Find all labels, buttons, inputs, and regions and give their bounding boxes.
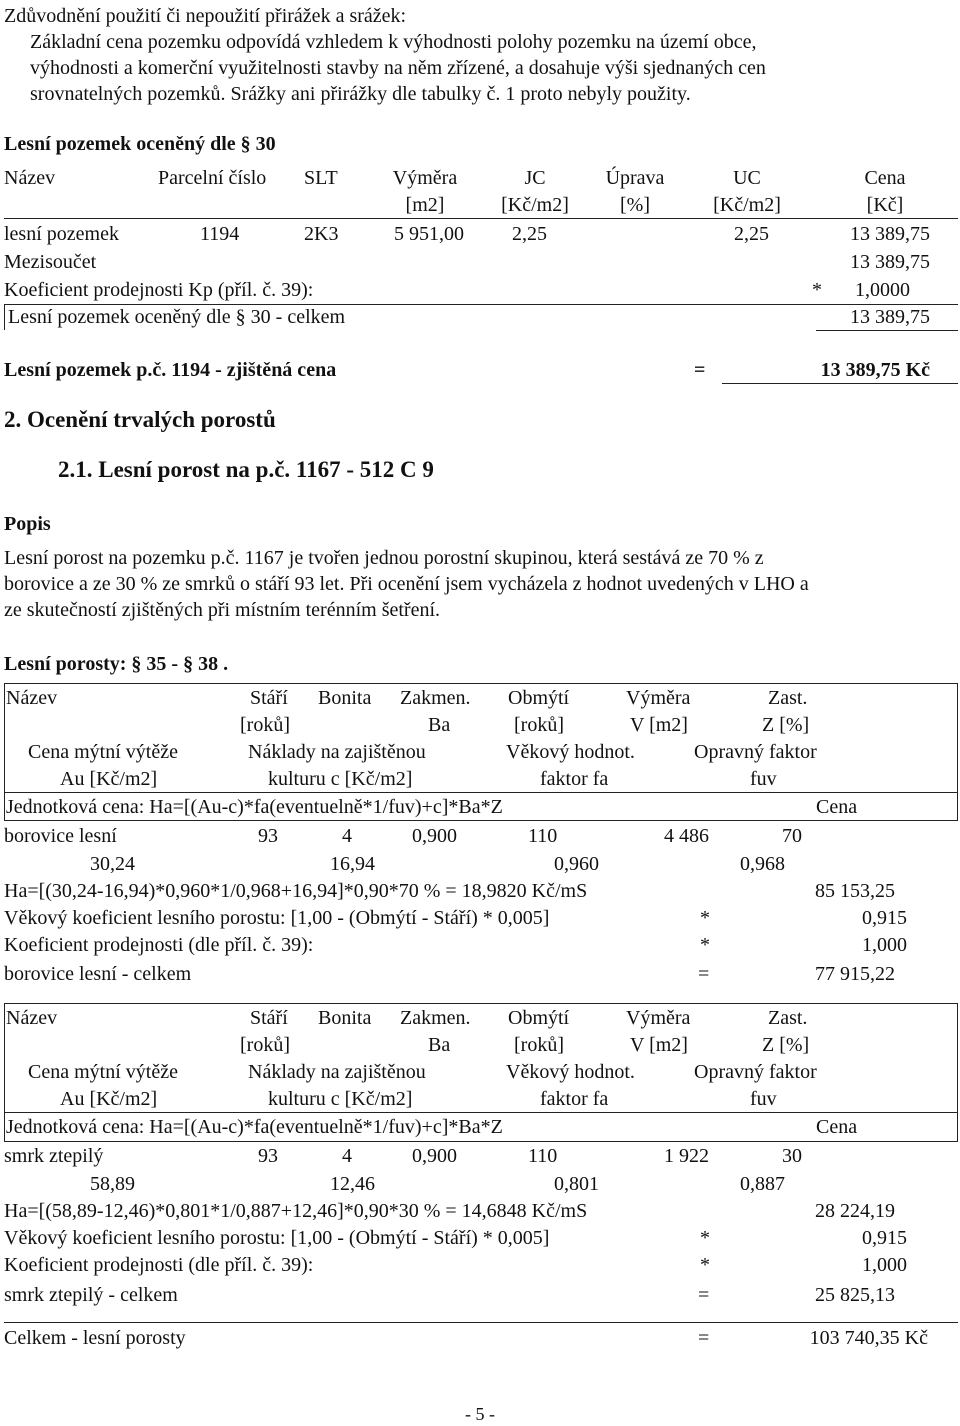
reason-line-3: srovnatelných pozemků. Srážky ani přirážky dle tabulky č. 1 proto nebyly použity. (30, 83, 691, 105)
pine-header-age-unit: [roků] (240, 714, 290, 736)
forest-stands-title: Lesní porosty: § 35 - § 38 . (4, 653, 229, 675)
reason-line-2: výhodnosti a komerční využitelnosti stavby na něm zřízené, a dosahuje výši sjednaných cen (30, 57, 766, 79)
grand-total-value: 103 740,35 Kč (809, 1327, 928, 1349)
pine-header-correction-unit: fuv (750, 768, 777, 790)
spruce-header-harvest-value: Cena mýtní výtěže (28, 1061, 178, 1083)
spruce-calculation-value: 28 224,19 (815, 1200, 895, 1222)
pine-header-stocking-unit: Ba (428, 714, 451, 736)
spruce-total-value: 25 825,13 (815, 1284, 895, 1306)
spruce-header-costs: Náklady na zajištěnou (248, 1061, 426, 1083)
pine-table-top-rule (4, 683, 958, 684)
spruce-header-share-unit: Z [%] (762, 1034, 810, 1056)
col-header-uc-unit: [Kč/m2] (713, 194, 781, 216)
col-header-jc-unit: [Kč/m2] (501, 194, 569, 216)
spruce-age-coef-value: 0,915 (862, 1227, 907, 1249)
spruce-header-bottom-rule (4, 1141, 958, 1142)
spruce-header-rotation: Obmýtí (508, 1007, 570, 1029)
spruce-area: 1 922 (664, 1145, 709, 1167)
spruce-stocking: 0,900 (412, 1145, 457, 1167)
pine-bonita: 4 (342, 825, 352, 847)
total-underline (816, 330, 958, 331)
col-header-slt: SLT (304, 167, 338, 189)
spruce-rotation: 110 (528, 1145, 558, 1167)
subtotal-label: Mezisoučet (4, 251, 97, 273)
land-row-uc: 2,25 (734, 223, 769, 245)
kp-coefficient-label: Koeficient prodejnosti Kp (příl. č. 39): (4, 279, 314, 301)
reason-heading: Zdůvodnění použití či nepoužití přirážek a srážek: (4, 5, 407, 27)
grand-total-label: Celkem - lesní porosty (4, 1327, 186, 1349)
determined-price-equals: = (694, 359, 706, 381)
land-row-name: lesní pozemek (4, 223, 119, 245)
pine-header-price: Cena (816, 796, 858, 818)
spruce-header-stocking-unit: Ba (428, 1034, 451, 1056)
pine-header-harvest-value: Cena mýtní výtěže (28, 741, 178, 763)
section-2-title: 2. Ocenění trvalých porostů (4, 407, 276, 432)
spruce-header-age-factor-unit: faktor fa (540, 1088, 609, 1110)
land-row-area: 5 951,00 (394, 223, 464, 245)
spruce-header-area-unit: V [m2] (630, 1034, 688, 1056)
description-heading: Popis (4, 513, 51, 535)
pine-header-share-unit: Z [%] (762, 714, 810, 736)
pine-header-age-factor: Věkový hodnot. (506, 741, 635, 763)
page-number: - 5 - (465, 1404, 495, 1424)
pine-age-coef-value: 0,915 (862, 907, 907, 929)
spruce-share: 30 (782, 1145, 802, 1167)
pine-header-formula: Jednotková cena: Ha=[(Au-c)*fa(eventuelně*1/fuv)+c]*Ba*Z (6, 796, 503, 818)
kp-coefficient-operator: * (812, 279, 822, 301)
spruce-table-left-rule (4, 1003, 5, 1141)
pine-header-costs-unit: kulturu c [Kč/m2] (268, 768, 413, 790)
land-row-parcel: 1194 (200, 223, 240, 245)
pine-total-label: borovice lesní - celkem (4, 963, 192, 985)
land-row-price: 13 389,75 (850, 223, 930, 245)
spruce-header-correction: Opravný faktor (694, 1061, 817, 1083)
pine-stocking: 0,900 (412, 825, 457, 847)
land-row-slt: 2K3 (304, 223, 339, 245)
spruce-header-correction-unit: fuv (750, 1088, 777, 1110)
pine-header-harvest-value-unit: Au [Kč/m2] (60, 768, 158, 790)
spruce-header-age-factor: Věkový hodnot. (506, 1061, 635, 1083)
spruce-harvest-value: 58,89 (90, 1173, 135, 1195)
total-left-rule (4, 304, 5, 330)
description-line-3: ze skutečností zjištěných při místním terénním šetření. (4, 599, 441, 621)
section-2-1-title: 2.1. Lesní porost na p.č. 1167 - 512 C 9 (58, 457, 434, 482)
determined-price-underline (722, 383, 958, 384)
col-header-area-unit: [m2] (405, 194, 445, 216)
kp-coefficient-value: 1,0000 (855, 279, 910, 301)
spruce-sale-coef-label: Koeficient prodejnosti (dle příl. č. 39): (4, 1254, 314, 1276)
col-header-adjustment: Úprava (605, 167, 665, 189)
pine-age: 93 (258, 825, 278, 847)
pine-share: 70 (782, 825, 802, 847)
pine-header-costs: Náklady na zajištěnou (248, 741, 426, 763)
header-divider (4, 218, 958, 219)
col-header-uc: UC (733, 167, 761, 189)
grand-total-equals: = (698, 1327, 710, 1349)
spruce-table-top-rule (4, 1003, 958, 1004)
forest-land-title: Lesní pozemek oceněný dle § 30 (4, 133, 276, 155)
description-line-1: Lesní porost na pozemku p.č. 1167 je tvořen jednou porostní skupinou, která sestává ze 70 % z (4, 547, 764, 569)
spruce-name: smrk ztepilý (4, 1145, 104, 1167)
reason-line-1: Základní cena pozemku odpovídá vzhledem k výhodnosti polohy pozemku na území obce, (30, 31, 757, 53)
spruce-header-age: Stáří (250, 1007, 288, 1029)
spruce-costs: 12,46 (330, 1173, 375, 1195)
spruce-age-coef-operator: * (700, 1227, 710, 1249)
subtotal-value: 13 389,75 (850, 251, 930, 273)
spruce-header-price: Cena (816, 1116, 858, 1138)
spruce-header-harvest-value-unit: Au [Kč/m2] (60, 1088, 158, 1110)
pine-header-bonita: Bonita (318, 687, 372, 709)
spruce-header-costs-unit: kulturu c [Kč/m2] (268, 1088, 413, 1110)
grand-total-rule (4, 1322, 958, 1323)
determined-price-label: Lesní pozemek p.č. 1194 - zjištěná cena (4, 359, 337, 381)
spruce-total-equals: = (698, 1284, 710, 1306)
spruce-sale-coef-operator: * (700, 1254, 710, 1276)
spruce-header-rotation-unit: [roků] (514, 1034, 564, 1056)
pine-header-rotation: Obmýtí (508, 687, 570, 709)
pine-header-age: Stáří (250, 687, 288, 709)
spruce-total-label: smrk ztepilý - celkem (4, 1284, 178, 1306)
spruce-header-stocking: Zakmen. (400, 1007, 471, 1029)
forest-land-total-label: Lesní pozemek oceněný dle § 30 - celkem (8, 306, 346, 328)
pine-header-share: Zast. (768, 687, 808, 709)
pine-header-area: Výměra (626, 687, 691, 709)
spruce-sale-coef-value: 1,000 (862, 1254, 907, 1276)
col-header-name: Název (4, 167, 56, 189)
col-header-price-unit: [Kč] (866, 194, 904, 216)
pine-table-left-rule (4, 683, 5, 820)
pine-rotation: 110 (528, 825, 558, 847)
spruce-table-right-rule (957, 1003, 958, 1141)
pine-header-correction: Opravný faktor (694, 741, 817, 763)
pine-sale-coef-operator: * (700, 934, 710, 956)
description-line-2: borovice a ze 30 % ze smrků o stáří 93 let. Při ocenění jsem vycházela z hodnot uvedených v LHO a (4, 573, 809, 595)
spruce-header-share: Zast. (768, 1007, 808, 1029)
spruce-age-coef-label: Věkový koeficient lesního porostu: [1,00 - (Obmýtí - Stáří) * 0,005] (4, 1227, 550, 1249)
col-header-price: Cena (864, 167, 906, 189)
spruce-calculation: Ha=[(58,89-12,46)*0,801*1/0,887+12,46]*0,90*30 % = 14,6848 Kč/mS (4, 1200, 588, 1222)
pine-header-age-factor-unit: faktor fa (540, 768, 609, 790)
pine-total-value: 77 915,22 (815, 963, 895, 985)
pine-costs: 16,94 (330, 853, 375, 875)
pine-name: borovice lesní (4, 825, 117, 847)
pine-header-area-unit: V [m2] (630, 714, 688, 736)
spruce-age-factor: 0,801 (554, 1173, 599, 1195)
determined-price-value: 13 389,75 Kč (820, 359, 930, 381)
pine-header-stocking: Zakmen. (400, 687, 471, 709)
pine-total-equals: = (698, 963, 710, 985)
pine-age-coef-operator: * (700, 907, 710, 929)
col-header-parcel: Parcelní číslo (158, 167, 267, 189)
spruce-bonita: 4 (342, 1145, 352, 1167)
spruce-header-formula: Jednotková cena: Ha=[(Au-c)*fa(eventuelně*1/fuv)+c]*Ba*Z (6, 1116, 503, 1138)
land-row-jc: 2,25 (512, 223, 547, 245)
spruce-header-name: Název (6, 1007, 58, 1029)
pine-header-name: Název (6, 687, 58, 709)
pine-age-factor: 0,960 (554, 853, 599, 875)
pine-table-right-rule (957, 683, 958, 820)
spruce-header-area: Výměra (626, 1007, 691, 1029)
col-header-adjustment-unit: [%] (620, 194, 650, 216)
col-header-area: Výměra (392, 167, 458, 189)
spruce-header-mid-rule (4, 1112, 958, 1113)
pine-calculation: Ha=[(30,24-16,94)*0,960*1/0,968+16,94]*0,90*70 % = 18,9820 Kč/mS (4, 880, 588, 902)
pine-sale-coef-value: 1,000 (862, 934, 907, 956)
spruce-header-age-unit: [roků] (240, 1034, 290, 1056)
pine-header-bottom-rule (4, 820, 958, 821)
pine-sale-coef-label: Koeficient prodejnosti (dle příl. č. 39): (4, 934, 314, 956)
pine-correction: 0,968 (740, 853, 785, 875)
forest-land-total-value: 13 389,75 (850, 306, 930, 328)
spruce-correction: 0,887 (740, 1173, 785, 1195)
pine-harvest-value: 30,24 (90, 853, 135, 875)
pine-age-coef-label: Věkový koeficient lesního porostu: [1,00 - (Obmýtí - Stáří) * 0,005] (4, 907, 550, 929)
pine-area: 4 486 (664, 825, 709, 847)
pine-calculation-value: 85 153,25 (815, 880, 895, 902)
spruce-header-bonita: Bonita (318, 1007, 372, 1029)
pine-header-mid-rule (4, 792, 958, 793)
col-header-jc: JC (524, 167, 546, 189)
pine-header-rotation-unit: [roků] (514, 714, 564, 736)
spruce-age: 93 (258, 1145, 278, 1167)
